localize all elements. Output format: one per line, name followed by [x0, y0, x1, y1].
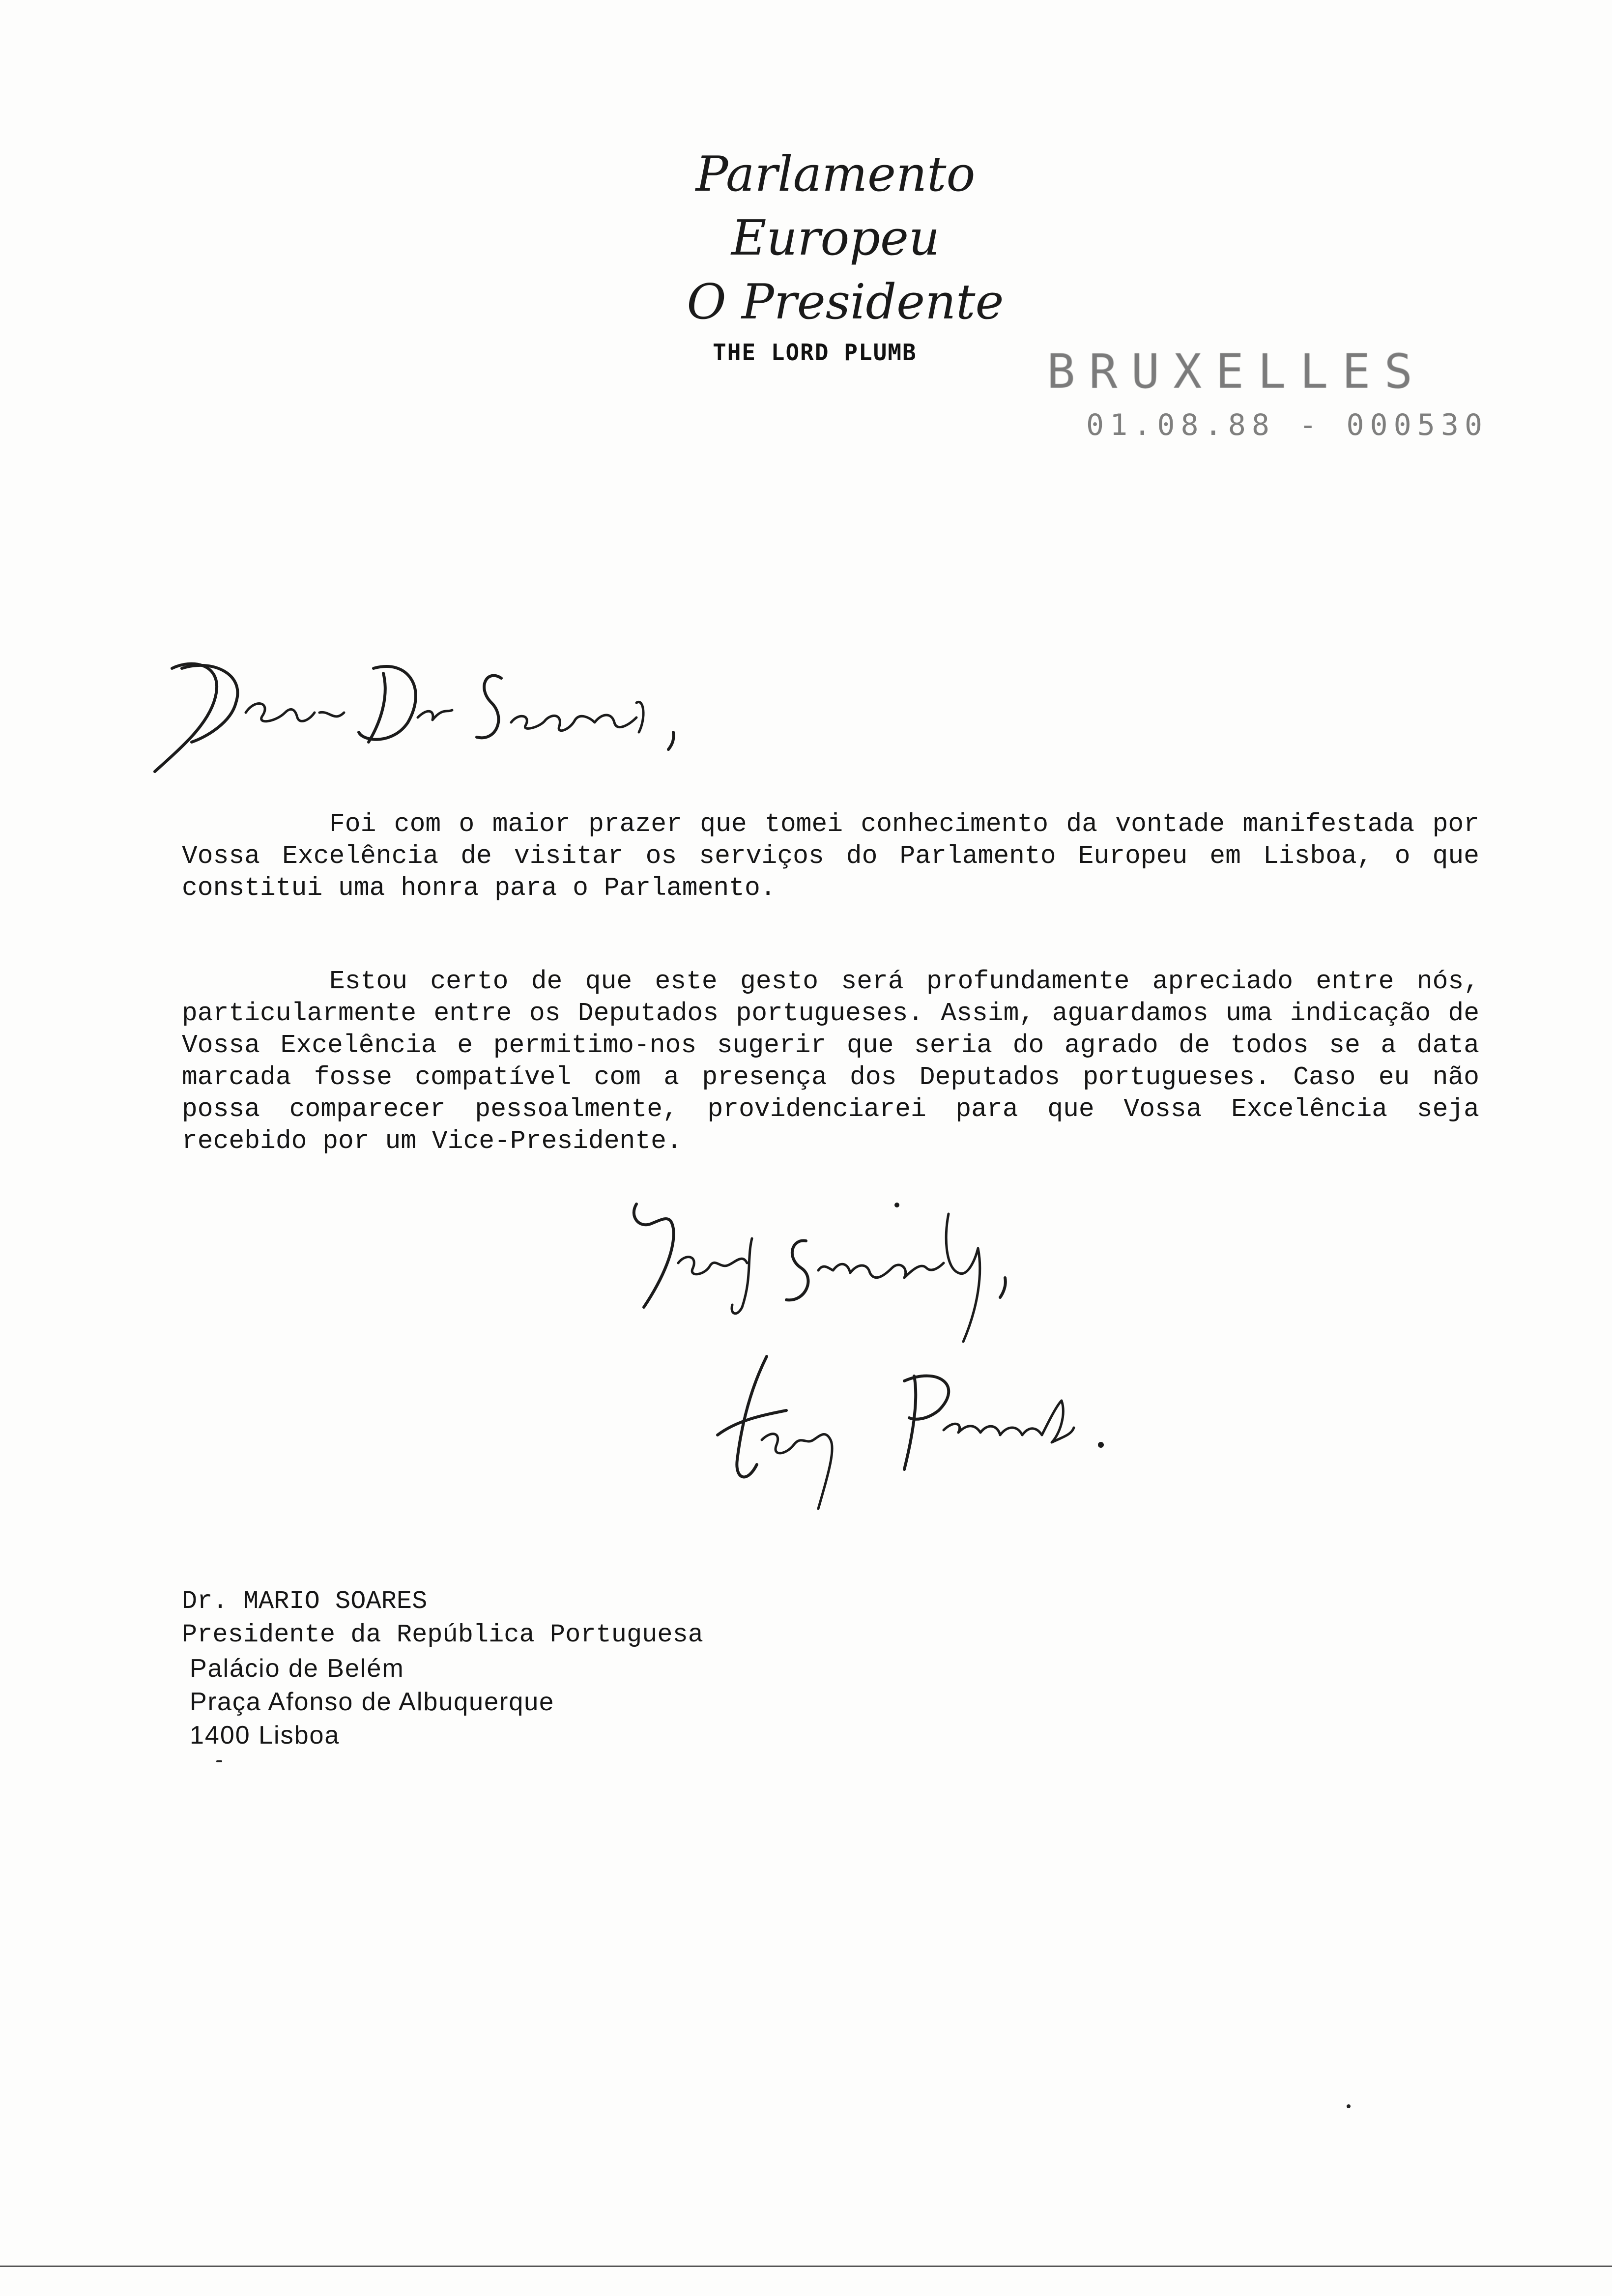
stamp-place: BRUXELLES [1047, 344, 1427, 399]
recipient-address-line-2: Praça Afonso de Albuquerque [190, 1688, 555, 1716]
paragraph-2: Estou certo de que este gesto será profundamente apreciado entre nós, particularmente entre os Deputados portugueses. Assim, aguardamos uma indicação de Vossa Excelência e permitimo-nos sugerir que seria do agrado de todos se a data marcada fosse compatível com a presença dos Deputados portugueses. Caso eu não possa comparecer pessoalmente, providenciarei para que Vossa Excelência seja recebido por um Vice-Presidente. [182, 967, 1479, 1156]
stamp-reference: 01.08.88 - 000530 [1086, 408, 1489, 442]
recipient-address-line-3: 1400 Lisboa [190, 1721, 340, 1750]
recipient-address-line-1: Palácio de Belém [190, 1654, 404, 1683]
scan-speck [1347, 2104, 1351, 2108]
scan-speck [216, 1760, 222, 1762]
handwritten-closing [624, 1194, 1066, 1371]
paragraph-1: Foi com o maior prazer que tomei conhecimento da vontade manifestada por Vossa Excelência de visitar os serviços do Parlamento Europeu em Lisboa, o que constitui uma honra para o Parlamento. [182, 809, 1479, 903]
handwritten-signature [708, 1347, 1150, 1523]
recipient-name: Dr. MARIO SOARES [182, 1587, 428, 1616]
letterhead [590, 143, 1081, 334]
scan-edge-line [0, 2266, 1612, 2267]
handwritten-salutation [152, 639, 693, 786]
sender-name: THE LORD PLUMB [713, 339, 917, 366]
letterhead-office: O Presidente [687, 274, 1004, 330]
recipient-title: Presidente da República Portuguesa [182, 1620, 703, 1649]
recipient-address [182, 1585, 703, 1752]
received-stamp [1047, 344, 1489, 442]
letterhead-institution: Parlamento Europeu [695, 146, 976, 266]
